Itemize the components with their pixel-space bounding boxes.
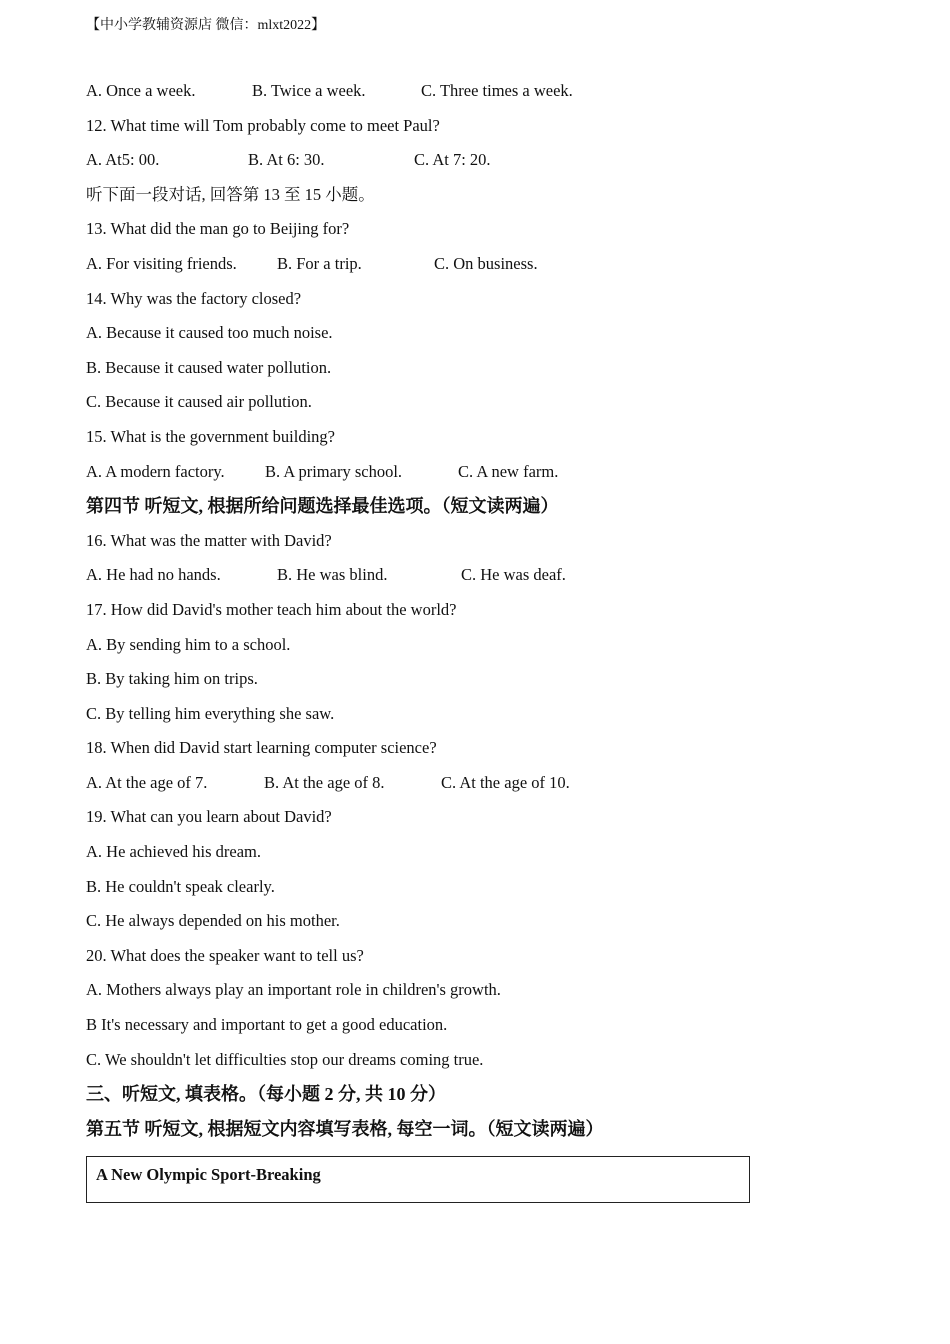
answer-option: B. At 6: 30. <box>248 150 325 170</box>
answer-option: A. Once a week. <box>86 81 196 100</box>
answer-options-row <box>86 148 806 183</box>
answer-options-row <box>86 771 806 806</box>
answer-option: A. At5: 00. <box>86 150 160 170</box>
question-line: C. By telling him everything she saw. <box>86 703 335 723</box>
answer-option: A. For visiting friends. <box>86 253 237 273</box>
answer-options-row <box>86 252 806 287</box>
table-title: A New Olympic Sport-Breaking <box>96 1165 321 1184</box>
answer-option: A. A modern factory. <box>86 461 225 481</box>
answer-option: A. He had no hands. <box>86 565 221 585</box>
answer-option: B. For a trip. <box>277 253 362 273</box>
page-header: 【中小学教辅资源店 微信：mlxt2022】 <box>86 18 326 33</box>
question-line: A. He achieved his dream. <box>86 842 262 862</box>
question-line: 17. How did David's mother teach him about the world? <box>86 599 457 619</box>
question-line: 18. When did David start learning computer science? <box>86 738 437 758</box>
question-line: C. We shouldn't let difficulties stop our dreams coming true. <box>86 1049 484 1069</box>
answer-options-row <box>86 563 806 598</box>
exam-content <box>86 79 806 1151</box>
fill-in-table <box>86 1156 750 1203</box>
question-line: 15. What is the government building? <box>86 426 335 446</box>
answer-option: A. At the age of 7. <box>86 772 208 792</box>
answer-option: B. At the age of 8. <box>264 772 385 792</box>
answer-option: C. On business. <box>434 253 538 273</box>
question-line: A. Mothers always play an important role in children's growth. <box>86 980 501 1000</box>
question-line: B. By taking him on trips. <box>86 669 258 689</box>
question-line: B. He couldn't speak clearly. <box>86 876 275 896</box>
section-heading: 三、听短文, 填表格。（每小题 2 分, 共 10 分） <box>86 1084 446 1105</box>
question-line: 16. What was the matter with David? <box>86 530 332 550</box>
question-line: 13. What did the man go to Beijing for? <box>86 219 350 239</box>
question-line: 听下面一段对话, 回答第 13 至 15 小题。 <box>86 184 375 204</box>
section-heading: 第四节 听短文, 根据所给问题选择最佳选项。（短文读两遍） <box>86 496 559 517</box>
question-line: 19. What can you learn about David? <box>86 807 332 827</box>
question-line: A. Because it caused too much noise. <box>86 323 333 343</box>
question-line: 14. Why was the factory closed? <box>86 288 302 308</box>
answer-option: B. A primary school. <box>265 461 403 481</box>
answer-option: C. A new farm. <box>458 461 559 481</box>
answer-options-row <box>86 460 806 495</box>
answer-option: C. Three times a week. <box>421 81 573 100</box>
section-heading: 第五节 听短文, 根据短文内容填写表格, 每空一词。（短文读两遍） <box>86 1118 604 1139</box>
answer-option: C. At 7: 20. <box>414 150 491 170</box>
question-line: B It's necessary and important to get a good education. <box>86 1015 448 1035</box>
question-line: C. Because it caused air pollution. <box>86 392 312 412</box>
question-line: B. Because it caused water pollution. <box>86 357 332 377</box>
answer-option: C. He was deaf. <box>461 565 566 585</box>
question-line: 20. What does the speaker want to tell us? <box>86 945 364 965</box>
answer-option: B. He was blind. <box>277 565 388 585</box>
answer-option: B. Twice a week. <box>252 81 366 100</box>
question-line: A. By sending him to a school. <box>86 634 291 654</box>
answer-options-row <box>86 79 806 114</box>
answer-option: C. At the age of 10. <box>441 772 570 792</box>
question-line: C. He always depended on his mother. <box>86 911 340 931</box>
question-line: 12. What time will Tom probably come to meet Paul? <box>86 115 440 135</box>
